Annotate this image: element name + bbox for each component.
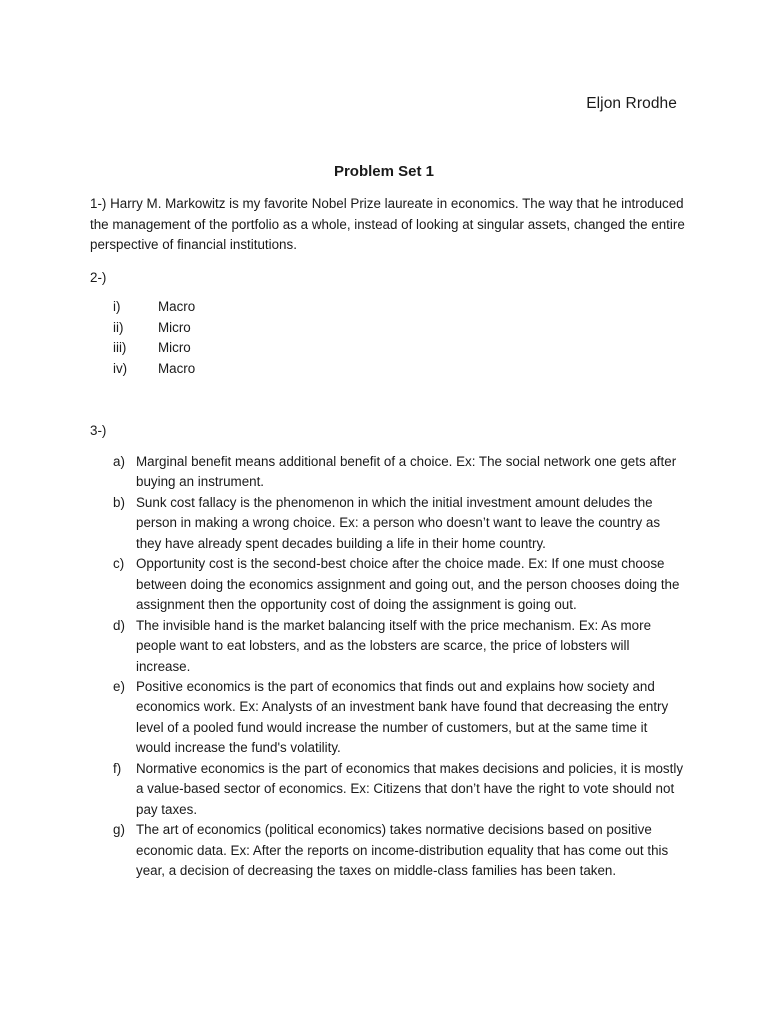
question-2-label: 2-) [90, 270, 107, 285]
list-item [113, 318, 195, 339]
list-item-letter: c) [113, 556, 125, 572]
question-3-label: 3-) [90, 423, 107, 438]
list-item-text: Sunk cost fallacy is the phenomenon in which the initial investment amount deludes the person in making a wrong choice. Ex: a person who doesn’t want to leave the country as they have already spent decades building a life in their home country. [136, 494, 661, 551]
list-item [113, 452, 683, 493]
list-item-text: The invisible hand is the market balancing itself with the price mechanism. Ex: As more people want to eat lobsters, and as the lobsters are scarce, the price of lobsters will increase. [136, 617, 652, 674]
list-item-letter: d) [113, 617, 125, 633]
list-item-text: Macro [158, 360, 196, 376]
list-item-letter: a) [113, 454, 125, 469]
list-item-letter: f) [113, 760, 122, 776]
question-2-list [113, 297, 195, 379]
list-item [113, 554, 683, 615]
list-item-letter: b) [113, 494, 125, 510]
list-item [113, 359, 195, 380]
list-item-text: Micro [158, 340, 191, 356]
list-item-text: Micro [158, 319, 191, 335]
list-item [113, 616, 683, 677]
list-item-text: Marginal benefit means additional benefit of a choice. Ex: The social network one gets after buying an instrument. [136, 454, 677, 490]
list-item-number: ii) [113, 319, 124, 335]
document-title: Problem Set 1 [333, 163, 435, 180]
list-item [113, 677, 683, 759]
list-item-letter: g) [113, 822, 125, 838]
list-item-number: iii) [113, 340, 127, 356]
list-item [113, 297, 195, 318]
list-item [113, 493, 683, 554]
list-item [113, 338, 195, 359]
list-item-number: iv) [113, 360, 128, 376]
list-item-number: i) [113, 299, 121, 314]
list-item-text: Macro [158, 299, 196, 314]
list-item [113, 759, 683, 820]
list-item-text: Opportunity cost is the second-best choice after the choice made. Ex: If one must choose between doing the economics assignment and going out, and the person chooses doing the assignment then the opportunity cost of doing the assignment is going out. [136, 556, 680, 613]
question-3-list [113, 452, 683, 882]
list-item-text: Positive economics is the part of economics that finds out and explains how society and economics work. Ex: Analysts of an investment bank have found that decreasing the entry level of a pooled fund would increase the number of customers, but at the same time it would increase the fund's volatility. [136, 678, 669, 756]
list-item-letter: e) [113, 678, 125, 694]
list-item-text: The art of economics (political economics) takes normative decisions based on positive economic data. Ex: After the reports on income-distribution equality that has come out this year, a decision of decreasing the taxes on middle-class families has been taken. [136, 822, 669, 879]
question-1-answer: 1-) Harry M. Markowitz is my favorite Nobel Prize laureate in economics. The way that he introduced the management of the portfolio as a whole, instead of looking at singular assets, changed the entire perspective of financial institutions. [90, 196, 685, 252]
list-item [113, 820, 683, 881]
list-item-text: Normative economics is the part of economics that makes decisions and policies, it is mostly a value-based sector of economics. Ex: Citizens that don’t have the right to vote should not pay taxes. [136, 760, 684, 817]
author-name: Eljon Rrodhe [586, 95, 677, 112]
